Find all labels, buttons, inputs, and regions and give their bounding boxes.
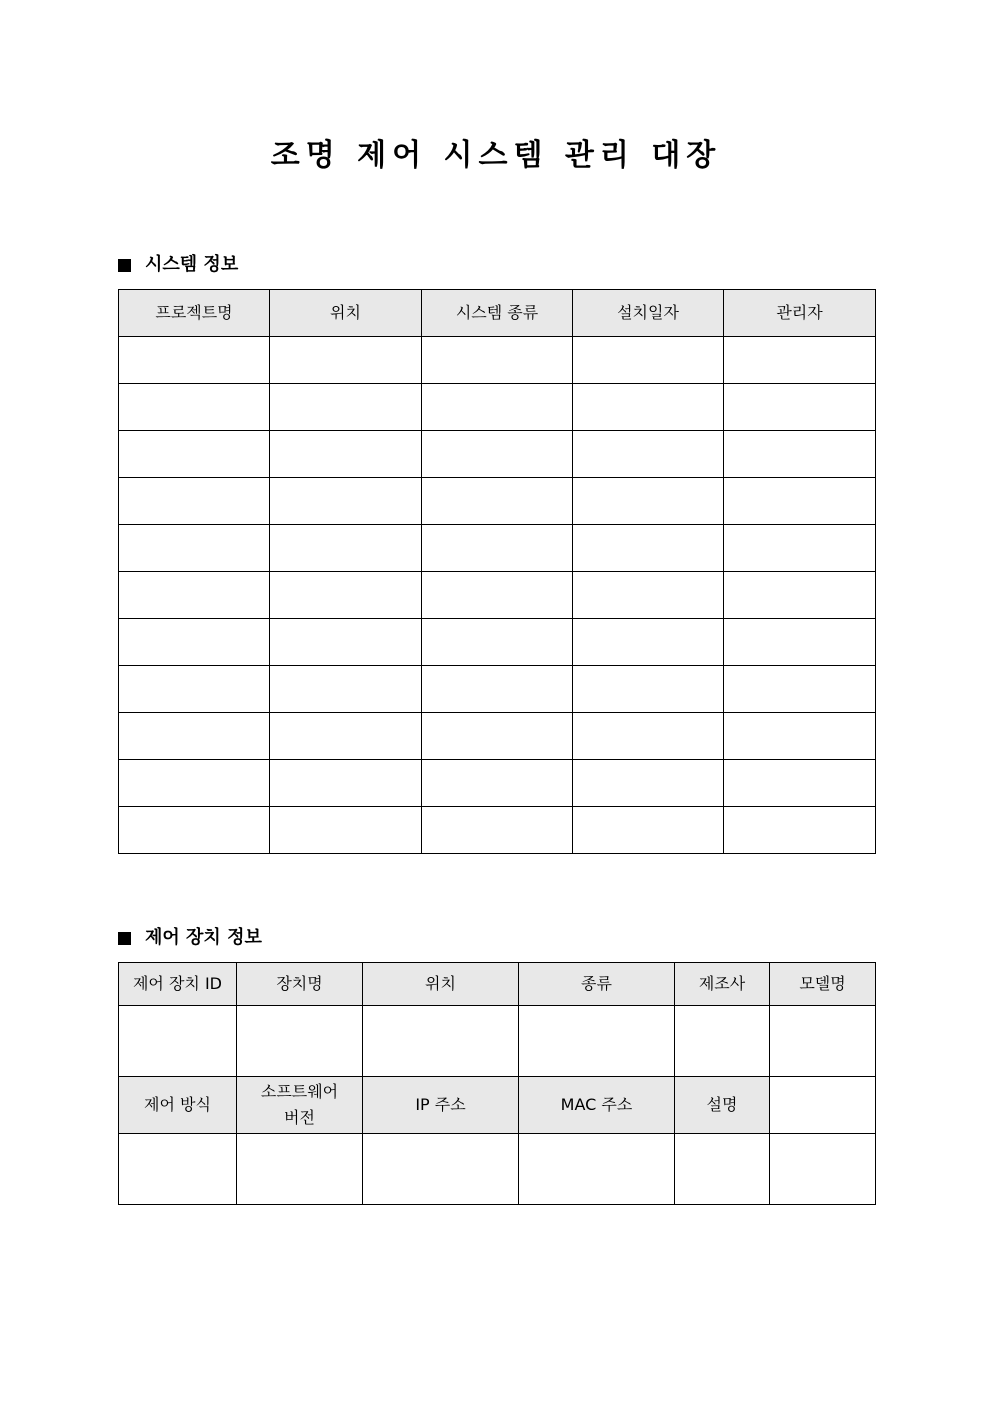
table-cell[interactable] bbox=[675, 1134, 770, 1205]
table-cell[interactable] bbox=[119, 1134, 237, 1205]
table-cell[interactable] bbox=[422, 619, 573, 666]
table-cell[interactable] bbox=[119, 431, 270, 478]
table-cell[interactable] bbox=[519, 1006, 675, 1077]
device-table-value-row-2 bbox=[119, 1134, 876, 1205]
table-row bbox=[119, 619, 876, 666]
system-info-heading bbox=[118, 253, 238, 277]
table-cell[interactable] bbox=[724, 337, 876, 384]
table-cell[interactable] bbox=[573, 760, 724, 807]
table-cell[interactable] bbox=[770, 1077, 876, 1134]
column-header-manager: 관리자 bbox=[724, 290, 876, 337]
table-cell[interactable] bbox=[119, 572, 270, 619]
table-cell[interactable] bbox=[724, 619, 876, 666]
square-bullet-icon bbox=[118, 932, 131, 945]
table-cell[interactable] bbox=[573, 431, 724, 478]
column-header-location: 위치 bbox=[363, 963, 519, 1006]
table-cell[interactable] bbox=[270, 713, 422, 760]
system-table-header-row bbox=[119, 290, 876, 337]
table-cell[interactable] bbox=[119, 807, 270, 854]
table-cell[interactable] bbox=[573, 807, 724, 854]
table-cell[interactable] bbox=[422, 760, 573, 807]
table-cell[interactable] bbox=[119, 713, 270, 760]
table-cell[interactable] bbox=[422, 431, 573, 478]
table-cell[interactable] bbox=[270, 572, 422, 619]
column-header-manufacturer: 제조사 bbox=[675, 963, 770, 1006]
device-info-heading-label: 제어 장치 정보 bbox=[145, 927, 262, 948]
column-header-ip-address: IP 주소 bbox=[363, 1077, 519, 1134]
column-header-location: 위치 bbox=[270, 290, 422, 337]
table-cell[interactable] bbox=[363, 1006, 519, 1077]
table-cell[interactable] bbox=[422, 666, 573, 713]
table-cell[interactable] bbox=[422, 478, 573, 525]
table-cell[interactable] bbox=[573, 478, 724, 525]
column-header-system-type: 시스템 종류 bbox=[422, 290, 573, 337]
table-cell[interactable] bbox=[119, 384, 270, 431]
column-header-project-name: 프로젝트명 bbox=[119, 290, 270, 337]
table-cell[interactable] bbox=[573, 619, 724, 666]
table-cell[interactable] bbox=[573, 572, 724, 619]
table-cell[interactable] bbox=[270, 384, 422, 431]
table-row bbox=[119, 384, 876, 431]
table-row bbox=[119, 525, 876, 572]
table-cell[interactable] bbox=[119, 1006, 237, 1077]
table-cell[interactable] bbox=[270, 619, 422, 666]
table-cell[interactable] bbox=[363, 1134, 519, 1205]
table-cell[interactable] bbox=[724, 384, 876, 431]
table-cell[interactable] bbox=[770, 1006, 876, 1077]
column-header-device-id: 제어 장치 ID bbox=[119, 963, 237, 1006]
table-cell[interactable] bbox=[237, 1006, 363, 1077]
table-cell[interactable] bbox=[422, 337, 573, 384]
table-cell[interactable] bbox=[770, 1134, 876, 1205]
table-cell[interactable] bbox=[724, 760, 876, 807]
table-cell[interactable] bbox=[119, 478, 270, 525]
table-cell[interactable] bbox=[237, 1134, 363, 1205]
table-cell[interactable] bbox=[724, 572, 876, 619]
square-bullet-icon bbox=[118, 259, 131, 272]
table-cell[interactable] bbox=[573, 384, 724, 431]
table-cell[interactable] bbox=[724, 525, 876, 572]
table-cell[interactable] bbox=[119, 525, 270, 572]
table-cell[interactable] bbox=[270, 431, 422, 478]
table-cell[interactable] bbox=[724, 807, 876, 854]
table-cell[interactable] bbox=[422, 713, 573, 760]
device-info-table bbox=[118, 962, 876, 1205]
table-cell[interactable] bbox=[422, 525, 573, 572]
table-cell[interactable] bbox=[573, 337, 724, 384]
table-cell[interactable] bbox=[422, 572, 573, 619]
table-cell[interactable] bbox=[724, 478, 876, 525]
table-row bbox=[119, 431, 876, 478]
column-header-type: 종류 bbox=[519, 963, 675, 1006]
system-info-heading-label: 시스템 정보 bbox=[145, 254, 239, 275]
table-row bbox=[119, 572, 876, 619]
table-cell[interactable] bbox=[519, 1134, 675, 1205]
table-cell[interactable] bbox=[422, 807, 573, 854]
table-cell[interactable] bbox=[724, 713, 876, 760]
table-cell[interactable] bbox=[119, 337, 270, 384]
column-header-software-version: 소프트웨어 버전 bbox=[237, 1077, 363, 1134]
table-cell[interactable] bbox=[270, 807, 422, 854]
table-row bbox=[119, 478, 876, 525]
device-table-header-row-1 bbox=[119, 963, 876, 1006]
table-row bbox=[119, 713, 876, 760]
column-header-control-method: 제어 방식 bbox=[119, 1077, 237, 1134]
column-header-install-date: 설치일자 bbox=[573, 290, 724, 337]
column-header-model-name: 모델명 bbox=[770, 963, 876, 1006]
table-cell[interactable] bbox=[573, 666, 724, 713]
table-row bbox=[119, 337, 876, 384]
column-header-device-name: 장치명 bbox=[237, 963, 363, 1006]
table-cell[interactable] bbox=[119, 666, 270, 713]
column-header-mac-address: MAC 주소 bbox=[519, 1077, 675, 1134]
table-cell[interactable] bbox=[573, 525, 724, 572]
device-table-header-row-2 bbox=[119, 1077, 876, 1134]
column-header-description: 설명 bbox=[675, 1077, 770, 1134]
table-cell[interactable] bbox=[422, 384, 573, 431]
table-cell[interactable] bbox=[573, 713, 724, 760]
table-cell[interactable] bbox=[270, 525, 422, 572]
table-cell[interactable] bbox=[270, 337, 422, 384]
system-info-table bbox=[118, 289, 876, 854]
table-cell[interactable] bbox=[119, 760, 270, 807]
table-cell[interactable] bbox=[675, 1006, 770, 1077]
table-cell[interactable] bbox=[270, 478, 422, 525]
document-title: 조명 제어 시스템 관리 대장 bbox=[270, 138, 722, 173]
table-cell[interactable] bbox=[270, 666, 422, 713]
table-row bbox=[119, 807, 876, 854]
device-table-value-row-1 bbox=[119, 1006, 876, 1077]
table-cell[interactable] bbox=[724, 666, 876, 713]
table-row bbox=[119, 760, 876, 807]
table-cell[interactable] bbox=[270, 760, 422, 807]
table-cell[interactable] bbox=[119, 619, 270, 666]
table-cell[interactable] bbox=[724, 431, 876, 478]
device-info-heading bbox=[118, 926, 262, 950]
table-row bbox=[119, 666, 876, 713]
